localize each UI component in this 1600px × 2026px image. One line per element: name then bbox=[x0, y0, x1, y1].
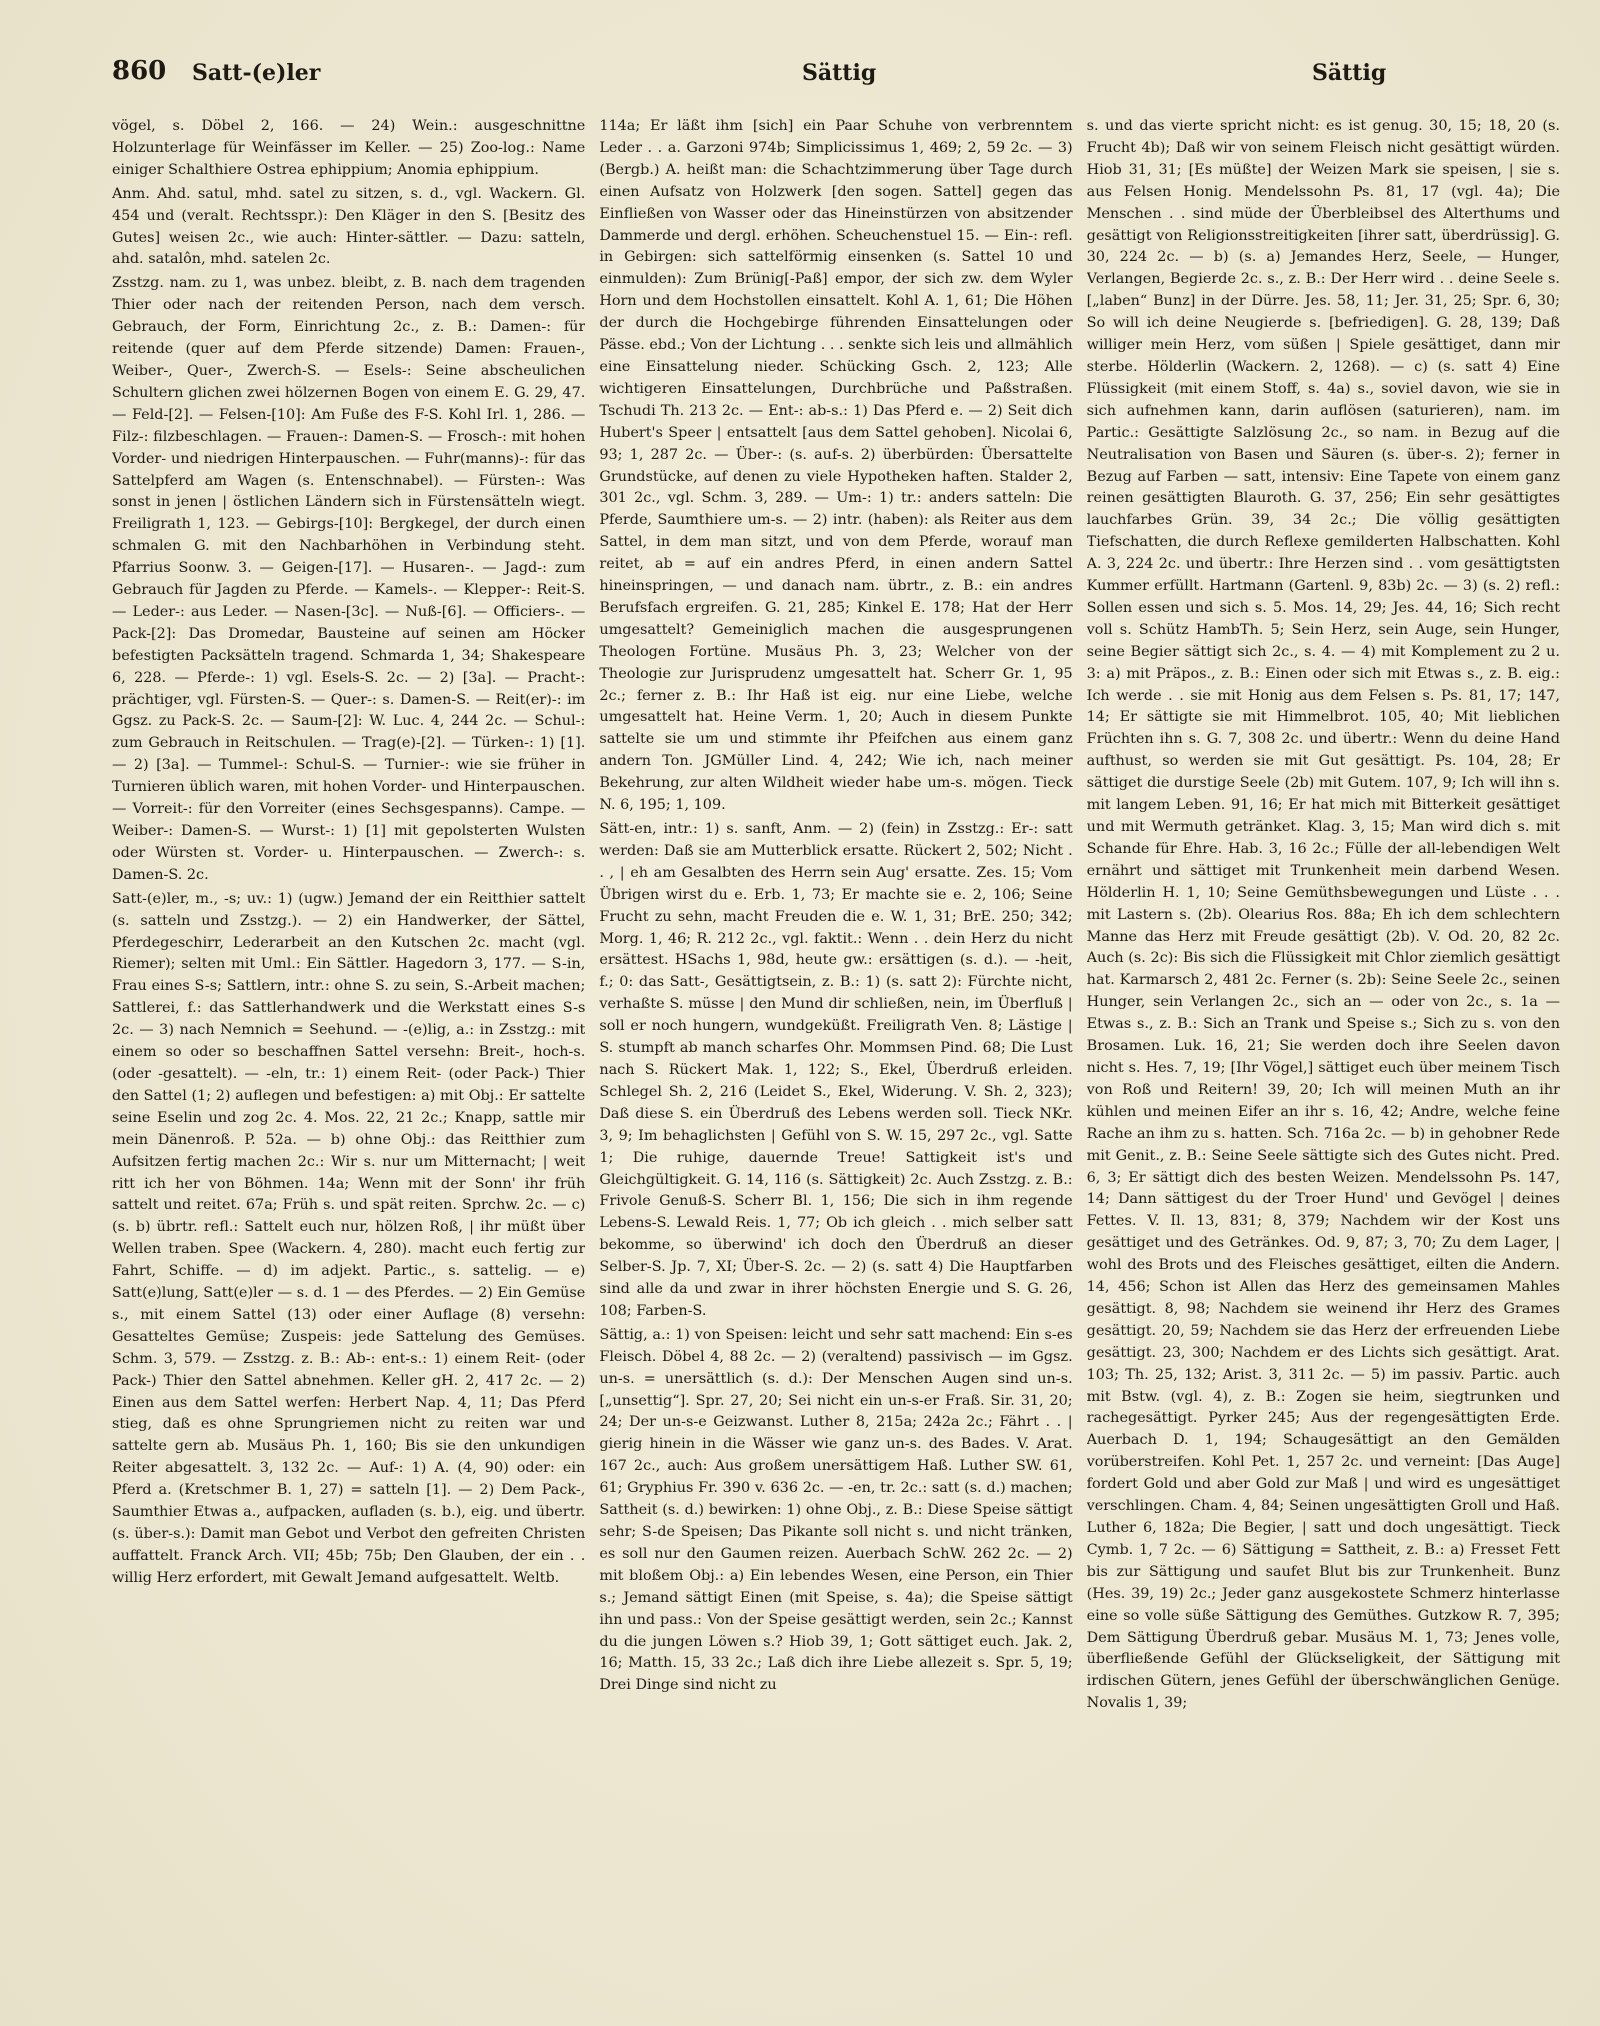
entry-paragraph: vögel, s. Döbel 2, 166. — 24) Wein.: ausgeschnittne Holzunterlage für Weinfässer im Keller. — 25) Zoo-log.: Name einiger Schalthiere Ostrea ephippium; Anomia ephippium. bbox=[112, 118, 586, 178]
entry-paragraph: Sätt-en, intr.: 1) s. sanft, Anm. — 2) (fein) in Zsstzg.: Er-: satt werden: Daß sie am Mutterblick ersatte. Rückert 2, 502; Nicht . . , | eh am Gesalbten des Herrn sein Aug' ersatte. Zes. 15; Vom Übrigen wirst du e. Erb. 1, 73; Er machte sie e. 2, 106; Seine Frucht zu sehn, macht Freuden die e. W. 1, 31; BrE. 250; 342; Morg. 1, 46; R. 212 2c., vgl. faktit.: Wenn . . dein Herz du nicht ersättest. HSachs 1, 98d, heute gw.: ersättigen (s. d.). — -heit, f.; 0: das Satt-, Gesättigtsein, z. B.: 1) (s. satt 2): Fürchte nicht, verhaßte S. müsse | den Mund dir schließen, nein, im Überfluß | soll er noch hungern, wundgeküßt. Freiligrath Ven. 8; Lästige | S. stumpft ab manch scharfes Ohr. Mommsen Pind. 68; Die Lust nach S. Rückert Mak. 1, 122; S., Ekel, Überdruß erleiden. Schlegel Sh. 2, 216 (Leidet S., Ekel, Widerung. V. Sh. 2, 323); Daß diese S. ein Überdruß des Lebens werden soll. Tieck NKr. 3, 9; Im behaglichsten | Gefühl von S. W. 15, 297 2c., vgl. Satte 1; Die ruhige, dauernde Treue! Sattigkeit ist's und Gleichgültigkeit. G. 14, 116 (s. Sättigkeit) 2c. Auch Zsstzg. z. B.: Frivole Genuß-S. Scherr Bl. 1, 156; Die sich in ihm regende Lebens-S. Lewald Reis. 1, 77; Ob ich gleich . . mich selber satt bekomme, so überwind' ich doch den Überdruß an dieser Selber-S. Jp. 7, XI; Über-S. 2c. — 2) (s. satt 4) Die Hauptfarben sind alle da und zwar in ihrer höchsten Energie und S. G. 26, 108; Farben-S. bbox=[599, 821, 1073, 1319]
entry-paragraph: Zsstzg. nam. zu 1, was unbez. bleibt, z. B. nach dem tragenden Thier oder nach der reitenden Person, nach dem versch. Gebrauch, der Form, Einrichtung 2c., z. B.: Damen-: für reitende (quer auf dem Pferde sitzende) Damen: Frauen-, Weiber-, Quer-, Zwerch-S. — Esels-: Seine abscheulichen Schultern glichen zwei hölzernen Bogen von einem E. G. 29, 47. — Feld-[2]. — Felsen-[10]: Am Fuße des F-S. Kohl Irl. 1, 286. — Filz-: filzbeschlagen. — Frauen-: Damen-S. — Frosch-: mit hohen Vorder- und niedrigen Hinterpauschen. — Fuhr(manns)-: für das Sattelpferd am Wagen (s. Entenschnabel). — Fürsten-: Was sonst in jenen | östlichen Ländern sich in Fürstensätteln wiegt. Freiligrath 1, 123. — Gebirgs-[10]: Bergkegel, der durch einen schmalen G. mit den Nachbarhöhen in Verbindung steht. Pfarrius Soonw. 3. — Geigen-[17]. — Husaren-. — Jagd-: zum Gebrauch für Jagden zu Pferde. — Kamels-. — Klepper-: Reit-S. — Leder-: aus Leder. — Nasen-[3c]. — Nuß-[6]. — Officiers-. — Pack-[2]: Das Dromedar, Bausteine auf seinen am Höcker befestigten Packsätteln tragend. Schmarda 1, 34; Shakespeare 6, 228. — Pferde-: 1) vgl. Esels-S. 2c. — 2) [3a]. — Pracht-: prächtiger, vgl. Fürsten-S. — Quer-: s. Damen-S. — Reit(er)-: im Ggsz. zu Pack-S. 2c. — Saum-[2]: W. Luc. 4, 244 2c. — Schul-: zum Gebrauch in Reitschulen. — Trag(e)-[2]. — Türken-: 1) [1]. — 2) [3a]. — Tummel-: Schul-S. — Turnier-: wie sie früher in Turnieren üblich waren, mit hohen Vorder- und Hinterpauschen. — Vorreit-: für den Vorreiter (eines Sechsgespanns). Campe. — Weiber-: Damen-S. — Wurst-: 1) [1] mit gepolsterten Wulsten oder Würsten st. Vorder- u. Hinterpauschen. — Zwerch-: s. Damen-S. 2c. bbox=[112, 275, 586, 883]
entry-paragraph: Anm. Ahd. satul, mhd. satel zu sitzen, s. d., vgl. Wackern. Gl. 454 und (veralt. Rechtsspr.): Den Kläger in den S. [Besitz des Gutes] weisen 2c., wie auch: Hinter-sättler. — Dazu: satteln, ahd. satalôn, mhd. satelen 2c. bbox=[112, 185, 586, 268]
column-left bbox=[112, 116, 585, 2001]
page-header bbox=[112, 52, 1560, 102]
entry-paragraph: s. und das vierte spricht nicht: es ist genug. 30, 15; 18, 20 (s. Frucht 4b); Daß wir von seinem Fleisch nicht gesättigt würden. Hiob 31, 31; [Es müßte] der Weizen Mark sie speisen, | sie s. aus Felsen Honig. Mendelssohn Ps. 81, 17 (vgl. 4a); Die Menschen . . sind müde der Überbleibsel des Alterthums und gesättigt von Religionsstreitigkeiten [ihrer satt, überdrüssig]. G. 30, 224 2c. — b) (s. a) Jemandes Herz, Seele, — Hunger, Verlangen, Begierde 2c. s., z. B.: Der Herr wird . . deine Seele s. [„laben“ Bunz] in der Dürre. Jes. 58, 11; Jer. 31, 25; Spr. 6, 30; So will ich deine Neugierde s. [befriedigen]. G. 28, 139; Daß williger mein Herz, vom süßen | Spiele gesättiget, dann mir sterbe. Hölderlin (Wackern. 2, 1268). — c) (s. satt 4) Eine Flüssigkeit (mit einem Stoff, s. 4a) s., soviel davon, wie sie in sich aufnehmen kann, darin auflösen (saturieren), nam. im Partic.: Gesättigte Salzlösung 2c., so nam. in Bezug auf die Neutralisation von Basen und Säuren (s. über-s. 2); ferner in Bezug auf Farben — satt, intensiv: Eine Tapete von einem ganz reinen gesättigten Blauroth. G. 37, 256; Ein sehr gesättigtes lauchfarbes Grün. 39, 34 2c.; Die völlig gesättigten Tiefschatten, die durch Reflexe gemilderten Halbschatten. Kohl A. 3, 224 2c. und übertr.: Ihre Herzen sind . . vom gesättigtsten Kummer erfüllt. Hartmann (Gartenl. 9, 83b) 2c. — 3) (s. 2) refl.: Sollen essen und sich s. 5. Mos. 14, 29; Jes. 44, 16; Sich recht voll s. Schütz HambTh. 5; Sein Herz, sein Auge, sein Hunger, seine Begier sättigt sich 2c., s. 4. — 4) mit Komplement zu 2 u. 3: a) mit Präpos., z. B.: Einen oder sich mit Etwas s., z. B. eig.: Ich werde . . sie mit Honig aus dem Felsen s. Ps. 81, 17; 147, 14; Er sättigte sie mit Himmelbrot. 105, 40; Mit lieblichen Früchten ihn s. G. 7, 308 2c. und übertr.: Wenn du deine Hand aufthust, so werden sie mit Gut gesättigt. Ps. 104, 28; Er sättiget die durstige Seele (2b) mit Gutem. 107, 9; Ich will ihn s. mit langem Leben. 91, 16; Er hat mich mit Bitterkeit gesättiget und mit Wermuth getränket. Klag. 3, 15; Man wird dich s. mit Schande für Ehre. Hab. 3, 16 2c.; Fülle der all-lebendigen Welt ernährt und sättiget mit Trunkenheit mein darbend Wesen. Hölderlin H. 1, 10; Seine Gemüthsbewegungen und Lüste . . . mit Lastern s. (2b). Olearius Ros. 88a; Eh ich dem schlechtern Manne das Herz mit Freude gesättigt (2b). V. Od. 20, 82 2c. Auch (s. 2c): Bis sich die Flüssigkeit mit Chlor ziemlich gesättigt hat. Karmarsch 2, 481 2c. Ferner (s. 2b): Seine Seele 2c., seinen Hunger, sein Verlangen 2c., sich an — oder von 2c., s. 1a — Etwas s., z. B.: Sich an Trank und Speise s.; Sich zu s. von den Brosamen. Luk. 16, 21; Sie werden doch ihre Seelen davon nicht s. Hes. 7, 19; [Ihr Vögel,] sättiget euch über meinem Tisch von Roß und Reitern! 39, 20; Ich will meinen Muth an ihr kühlen und meinen Eifer an ihr s. 16, 42; Andre, welche feine Rache an ihm zu s. hatten. Sch. 716a 2c. — b) in gehobner Rede mit Genit., z. B.: Seine Seele sättigte sich des Gutes nicht. Pred. 6, 3; Er sättigt dich des besten Weizen. Mendelssohn Ps. 147, 14; Dann sättigest du der Troer Hund' und Gevögel | deines Fettes. V. Il. 13, 831; 8, 379; Nachdem wir der Kost uns gesättiget und des Getränkes. Od. 9, 87; 3, 70; Zu dem Lager, | wohl des Brots und des Fleisches gesättiget, eilten die Andern. 14, 456; Schon ist Allen das Herz des gemeinsamen Mahles gesättigt. 8, 98; Nachdem sie weinend ihr Herz des Grames gesättigt. 20, 59; Nachdem sie das Herz der erfreuenden Liebe gesättigt. 23, 300; Nachdem er des Lichts sich gesättigt. Arat. 103; Th. 25, 132; Arist. 3, 311 2c. — 5) im passiv. Partic. auch mit Bstw. (vgl. 4), z. B.: Zogen sie heim, siegtrunken und rachegesättigt. Pyrker 245; Aus der regengesättigten Erde. Auerbach D. 1, 194; Schaugesättigt an den Gemälden vorüberstreifen. Kohl Pet. 1, 257 2c. und verneint: [Das Auge] fordert Gold und aber Gold zur Maß | und wird es ungesättiget verschlingen. Cham. 4, 84; Seinen ungesättigten Groll und Haß. Luther 6, 182a; Die Begier, | satt und doch ungesättigt. Tieck Cymb. 1, 7 2c. — 6) Sättigung = Sattheit, z. B.: a) Fresset Fett bis zur Sättigung und saufet Blut bis zur Trunkenheit. Bunz (Hes. 39, 19) 2c.; Jeder ganz ausgekostete Schmerz hinterlasse eine so volle süße Sättigung des Gemüthes. Gutzkow R. 7, 395; Dem Sättigung Überdruß gebar. Musäus M. 1, 73; Jenes volle, überfließende Gefühl der Glückseligkeit, der Sättigung mit irdischen Gütern, jenes Gefühl der überschwänglichen Genüge. Novalis 1, 39; bbox=[1086, 118, 1560, 1712]
column-middle bbox=[599, 116, 1072, 2001]
entry-paragraph: Sättig, a.: 1) von Speisen: leicht und sehr satt machend: Ein s-es Fleisch. Döbel 4, 88 2c. — 2) (veraltend) passivisch — im Ggsz. un-s. = unersättlich (s. d.): Der Menschen Augen sind un-s. [„unsettig“]. Spr. 27, 20; Sei nicht ein un-s-er Fraß. Sir. 31, 20; 24; Der un-s-e Geizwanst. Luther 8, 215a; 242a 2c.; Fährt . . | gierig hinein in die Wässer wie ganz un-s. des Bades. V. Arat. 167 2c., auch: Aus großem unersättigem Haß. Luther SW. 61, 61; Gryphius Fr. 390 v. 636 2c. — -en, tr. 2c.: satt (s. d.) machen; Sattheit (s. d.) bewirken: 1) ohne Obj., z. B.: Diese Speise sättigt sehr; S-de Speisen; Das Pikante soll nicht s. und nicht tränken, es soll nur den Gaumen reizen. Auerbach SchW. 262 2c. — 2) mit bloßem Obj.: a) Ein lebendes Wesen, eine Person, ein Thier s.; Jemand sättigt Einen (mit Speise, s. 4a); die Speise sättigt ihn und pass.: Von der Speise gesättigt werden, sein 2c.; Kannst du die jungen Löwen s.? Hiob 39, 1; Gott sättiget euch. Jak. 2, 16; Matth. 15, 33 2c.; Laß dich ihre Liebe allezeit s. Spr. 5, 19; Drei Dinge sind nicht zu bbox=[599, 1326, 1073, 1694]
running-head-left: Satt-(e)ler bbox=[192, 60, 321, 86]
entry-paragraph: Satt-(e)ler, m., -s; uv.: 1) (ugw.) Jemand der ein Reitthier sattelt (s. satteln und Zsstzg.). — 2) ein Handwerker, der Sättel, Pferdegeschirr, Lederarbeit an den Kutschen 2c. macht (vgl. Riemer); selten mit Uml.: Ein Sättler. Hagedorn 3, 177. — S-in, Frau eines S-s; Sattlern, intr.: ohne S. zu sein, S.-Arbeit machen; Sattlerei, f.: das Sattlerhandwerk und die Werkstatt eines S-s 2c. — 3) nach Nemnich = Seehund. — -(e)lig, a.: in Zsstzg.: mit einem so oder so beschaffnen Sattel versehn: Breit-, hoch-s. (oder -gesattelt). — -eln, tr.: 1) einem Reit- (oder Pack-) Thier den Sattel (1; 2) auflegen und befestigen: a) mit Obj.: Er sattelte seine Eselin und zog 2c. 4. Mos. 22, 21 2c.; Knapp, sattle mir mein Dänenroß. P. 52a. — b) ohne Obj.: das Reitthier zum Aufsitzen fertig machen 2c.: Wir s. nur um Mitternacht; | weit ritt ich her von Böhmen. 14a; Wenn mit der Sonn' ihr früh sattelt und reitet. 67a; Früh s. und spät reiten. Sprchw. 2c. — c) (s. b) übrtr. refl.: Sattelt euch nur, hölzen Roß, | ihr müßt über Wellen traben. Spee (Wackern. 4, 280). macht euch fertig zur Fahrt, Schiffe. — d) im adjekt. Partic., s. sattelig. — e) Satt(e)lung, Satt(e)ler — s. d. 1 — des Pferdes. — 2) Ein Gemüse s., mit einem Sattel (13) oder einer Auflage (8) versehn: Gesatteltes Gemüse; Zuspeis: jede Sattelung des Gemüses. Schm. 3, 579. — Zsstzg. z. B.: Ab-: ent-s.: 1) einem Reit- (oder Pack-) Thier den Sattel abnehmen. Keller gH. 2, 417 2c. — 2) Einen aus dem Sattel werfen: Herbert Nap. 4, 11; Das Pferd stieg, daß es ohne Sprungriemen nicht zu reiten war und sattelte gern ab. Musäus Ph. 1, 160; Bis sie den unkundigen Reiter abgesattelt. 3, 132 2c. — Auf-: 1) A. (4, 90) oder: ein Pferd a. (Kretschmer B. 1, 27) = satteln [1]. — 2) Dem Pack-, Saumthier Etwas a., aufpacken, aufladen (s. b.), eig. und übertr. (s. über-s.): Damit man Gebot und Verbot den gefreiten Christen auffattelt. Franck Arch. VII; 45b; 75b; Den Glauben, der ein . . willig Herz erfordert, mit Gewalt Jemand aufgesattelt. Weltb. bbox=[112, 890, 586, 1586]
page-number: 860 bbox=[112, 56, 167, 86]
running-head-center: Sättig bbox=[802, 60, 877, 86]
running-head-right: Sättig bbox=[1312, 60, 1387, 86]
text-columns bbox=[112, 116, 1560, 2001]
entry-paragraph: 114a; Er läßt ihm [sich] ein Paar Schuhe von verbrenntem Leder . . a. Garzoni 974b; Simplicissimus 1, 469; 2, 59 2c. — 3) (Bergb.) A. heißt man: die Schachtzimmerung über Tage durch einen Aufsatz von Holzwerk [den sogen. Sattel] gegen das Einfließen von Wasser oder das Hineinstürzen von absitzender Dammerde und dergl. erhöhen. Scheuchenstuel 15. — Ein-: refl. in Gebirgen: sich sattelförmig einsenken (s. Sattel 10 und einmulden): Zum Brünig[-Paß] empor, der sich zw. dem Wyler Horn und dem Hochstollen einsattelt. Kohl A. 1, 61; Die Höhen der durch die Hochgebirge führenden Einsattelungen oder Pässe. ebd.; Von der Lichtung . . . senkte sich leis und allmählich eine Einsattelung nieder. Schücking Gsch. 2, 123; Alle wichtigeren Einsattelungen, Durchbrüche und Paßstraßen. Tschudi Th. 213 2c. — Ent-: ab-s.: 1) Das Pferd e. — 2) Seit dich Hubert's Speer | entsattelt [aus dem Sattel gehoben]. Nicolai 6, 93; 1, 287 2c. — Über-: (s. auf-s. 2) überbürden: Übersattelte Grundstücke, auf denen zu viele Hypotheken haften. Stalder 2, 301 2c., vgl. Schm. 3, 289. — Um-: 1) tr.: anders satteln: Die Pferde, Saumthiere um-s. — 2) intr. (haben): als Reiter aus dem Sattel, in dem man sitzt, und von dem Pferde, worauf man reitet, ab = auf ein andres Pferd, in einen andern Sattel hineinspringen, — und danach nam. übrtr., z. B.: ein andres Berufsfach ergreifen. G. 21, 285; Kinkel E. 178; Hat der Herr umgesattelt? Gemeiniglich machen die ausgesprungenen Theologen Fortüne. Musäus Ph. 3, 23; Welcher von der Theologie zur Jurisprudenz umgesattelt hat. Scherr Gr. 1, 95 2c.; ferner z. B.: Ihr Haß ist eig. nur eine Liebe, welche umgesattelt hat. Heine Verm. 1, 20; Auch in diesem Punkte sattelte sie um und stimmte ihr Pfeifchen aus einem ganz andern Ton. JGMüller Lind. 4, 242; Wie ich, nach meiner Bekehrung, zur alten Wildheit wieder habe um-s. mögen. Tieck N. 6, 195; 1, 109. bbox=[599, 118, 1073, 814]
column-right bbox=[1087, 116, 1560, 2001]
